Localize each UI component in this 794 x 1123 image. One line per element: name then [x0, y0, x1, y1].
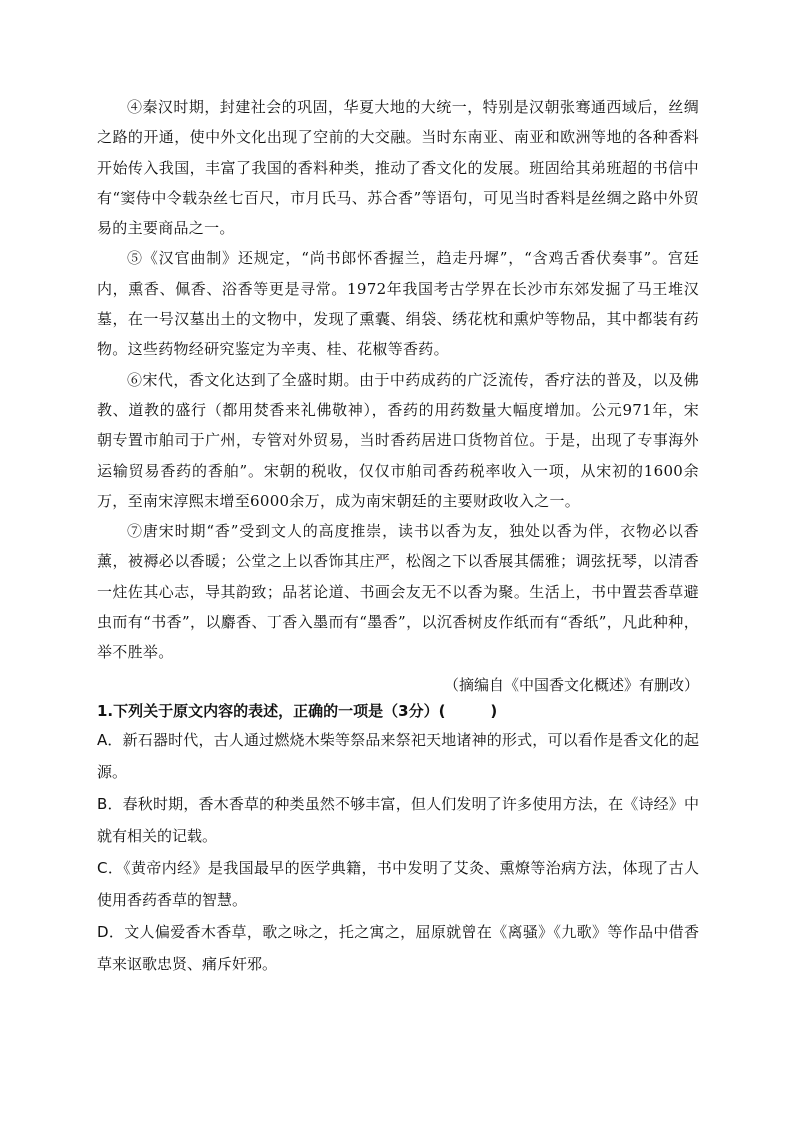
paragraph-5: ⑤《汉官曲制》还规定，“尚书郎怀香握兰，趋走丹墀”，“含鸡舌香伏奏事”。宫廷内，熏香、佩香、浴香等更是寻常。1972年我国考古学界在长沙市东郊发掘了马王堆汉墓，在一号汉墓出土的文物中，发现了熏囊、绢袋、绣花枕和熏炉等物品，其中都装有药物。这些药物经研究鉴定为辛夷、桂、花椒等香药。	[97, 249, 699, 359]
option-a: A．新石器时代，古人通过燃烧木柴等祭品来祭祀天地诸神的形式，可以看作是香文化的起源。	[97, 730, 699, 781]
document-content	[97, 92, 699, 980]
option-b: B．春秋时期，香木香草的种类虽然不够丰富，但人们发明了许多使用方法，在《诗经》中就有相关的记载。	[97, 794, 699, 845]
option-d: D．文人偏爱香木香草，歌之咏之，托之寓之，屈原就曾在《离骚》《九歌》等作品中借香草来讴歌忠贤、痛斥奸邪。	[97, 922, 699, 973]
paragraph-6: ⑥宋代，香文化达到了全盛时期。由于中药成药的广泛流传，香疗法的普及，以及佛教、道教的盛行（都用焚香来礼佛敬神），香药的用药数量大幅度增加。公元971年，宋朝专置市舶司于广州，专管对外贸易，当时香药居进口货物首位。于是，出现了专事海外运输贸易香药的香舶”。宋朝的税收，仅仅市舶司香药税率收入一项，从宋初的1600余万，至南宋淳熙末增至6000余万，成为南宋朝廷的主要财政收入之一。	[97, 370, 699, 510]
paragraph-4: ④秦汉时期，封建社会的巩固，华夏大地的大统一，特别是汉朝张骞通西域后，丝绸之路的开通，使中外文化出现了空前的大交融。当时东南亚、南亚和欧洲等地的各种香料开始传入我国，丰富了我国的香料种类，推动了香文化的发展。班固给其弟班超的书信中有“窦侍中令载杂丝七百尺，市月氏马、苏合香”等语句，可见当时香料是丝绸之路中外贸易的主要商品之一。	[97, 98, 699, 238]
source-citation: （摘编自《中国香文化概述》有删改）	[443, 675, 699, 694]
option-c: C．《黄帝内经》是我国最早的医学典籍，书中发明了艾灸、熏燎等治病方法，体现了古人使用香药香草的智慧。	[97, 858, 699, 909]
paragraph-7: ⑦唐宋时期“香”受到文人的高度推崇，读书以香为友，独处以香为伴，衣物必以香薰，被褥必以香暖；公堂之上以香饰其庄严，松阁之下以香展其儒雅；调弦抚琴，以清香一炷佐其心志，导其韵致；品茗论道、书画会友无不以香为聚。生活上，书中置芸香草避虫而有“书香”，以麝香、丁香入墨而有“墨香”，以沉香树皮作纸而有“香纸”，凡此种种，举不胜举。	[97, 522, 699, 662]
question-stem: 1.下列关于原文内容的表述，正确的一项是（3分）( )	[97, 701, 498, 720]
